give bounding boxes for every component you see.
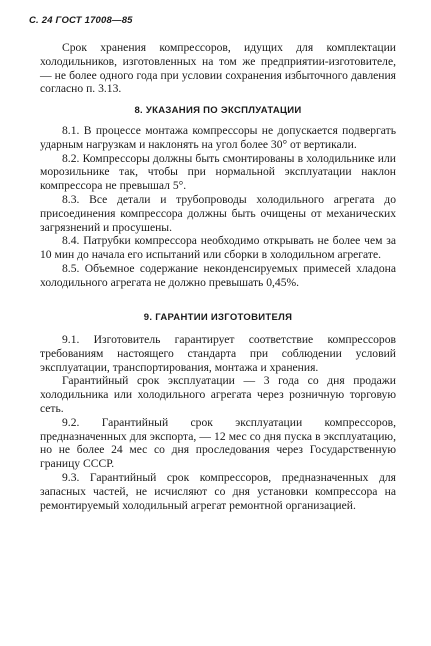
paragraph-8-4: 8.4. Патрубки компрессора необходимо открывать не более чем за 10 мин до начала его испытаний или сборки в холодильном агрегате. <box>40 234 396 262</box>
paragraph-9-2: 9.2. Гарантийный срок эксплуатации компрессоров, предназначенных для экспорта, — 12 мес со дня пуска в эксплуатацию, но не более 24 мес со дня проследования через Государственную границу СССР. <box>40 415 396 471</box>
paragraph-8-1: 8.1. В процессе монтажа компрессоры не допускается подвергать ударным нагрузкам и наклонять на угол более 30° от вертикали. <box>40 124 396 151</box>
section-9-body <box>40 333 396 512</box>
paragraph-warranty-term: Гарантийный срок эксплуатации — 3 года со дня продажи холодильника или холодильного агрегата через розничную торговую сеть. <box>40 374 396 415</box>
intro-block <box>40 41 396 96</box>
paragraph-8-2: 8.2. Компрессоры должны быть смонтированы в холодильнике или морозильнике так, чтобы при нормальной эксплуатации наклон компрессора не превышал 5°. <box>40 151 396 193</box>
section-8-title: 8. УКАЗАНИЯ ПО ЭКСПЛУАТАЦИИ <box>134 105 302 116</box>
paragraph-8-5: 8.5. Объемное содержание неконденсируемых примесей хладона холодильного агрегата не должно превышать 0,45%. <box>40 261 396 289</box>
section-8-body <box>40 124 396 290</box>
paragraph-9-3: 9.3. Гарантийный срок компрессоров, предназначенных для запасных частей, не исчисляют со дня установки компрессора на ремонтируемый холодильный агрегат ремонтной организацией. <box>40 470 396 512</box>
page-header: С. 24 ГОСТ 17008—85 <box>29 15 133 26</box>
section-9-title: 9. ГАРАНТИИ ИЗГОТОВИТЕЛЯ <box>143 312 293 323</box>
paragraph-8-3: 8.3. Все детали и трубопроводы холодильного агрегата до присоединения компрессора должны быть очищены от механических загрязнений и просушены. <box>40 192 396 234</box>
intro-paragraph: Срок хранения компрессоров, идущих для комплектации холодильников, изготовленных на том же предприятии-изготовителе, — не более одного года при условии сохранения избыточного давления согласно п. 3.13. <box>40 41 396 96</box>
paragraph-9-1: 9.1. Изготовитель гарантирует соответствие компрессоров требованиям настоящего стандарта при соблюдении условий эксплуатации, транспортирования, монтажа и хранения. <box>40 333 396 374</box>
